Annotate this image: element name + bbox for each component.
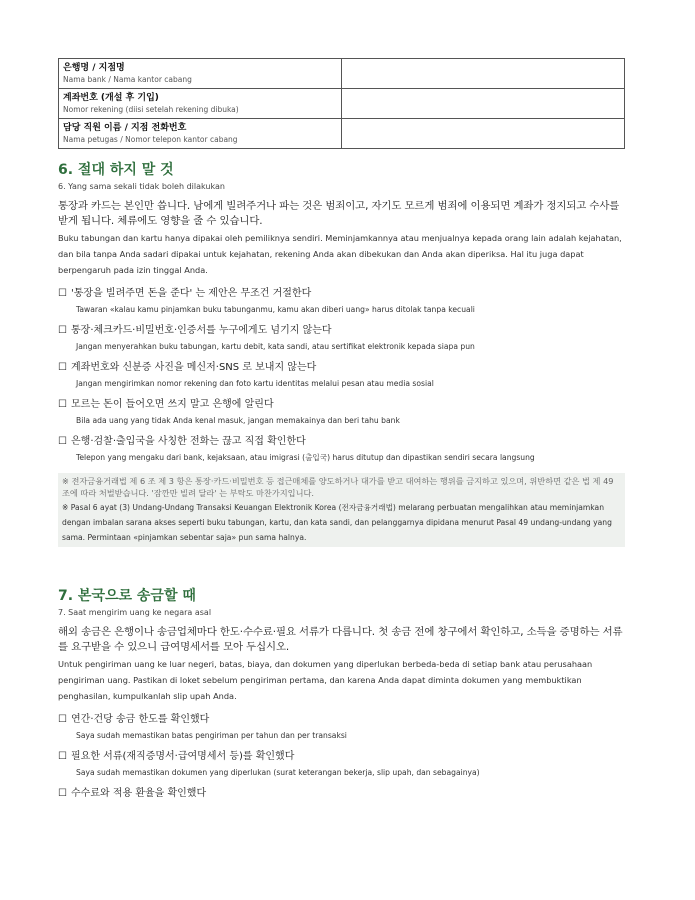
section-7-subtitle: 7. Saat mengirim uang ke negara asal bbox=[58, 608, 212, 617]
checkbox-icon[interactable]: ☐ bbox=[58, 399, 67, 410]
checklist-item-id: Telepon yang mengaku dari bank, kejaksaan, atau imigrasi (출입국) harus ditutup dan dipastikan sendiri secara langsung bbox=[76, 453, 535, 462]
checklist-item-id: Tawaran «kalau kamu pinjamkan buku tabunganmu, kamu akan diberi uang» harus ditolak tanpa kecuali bbox=[76, 305, 475, 314]
checkbox-icon[interactable]: ☐ bbox=[58, 288, 67, 299]
bank-name-label-id: Nama bank / Nama kantor cabang bbox=[63, 75, 192, 84]
checklist-item-ko: 연간·건당 송금 한도를 확인했다 bbox=[71, 714, 210, 725]
checklist-item-ko: 통장·체크카드·비밀번호·인증서를 누구에게도 넘기지 않는다 bbox=[71, 325, 332, 336]
table-label-cell bbox=[59, 59, 342, 89]
checkbox-icon[interactable]: ☐ bbox=[58, 751, 67, 762]
checklist-item[interactable] bbox=[58, 435, 625, 465]
checkbox-icon[interactable]: ☐ bbox=[58, 362, 67, 373]
checklist-item[interactable] bbox=[58, 398, 625, 428]
checklist-item[interactable] bbox=[58, 324, 625, 354]
checkbox-icon[interactable]: ☐ bbox=[58, 788, 67, 799]
table-label-cell bbox=[59, 119, 342, 149]
checklist-item[interactable] bbox=[58, 713, 625, 743]
section-6-subtitle: 6. Yang sama sekali tidak boleh dilakukan bbox=[58, 182, 225, 191]
checklist-item-id: Bila ada uang yang tidak Anda kenal masuk, jangan memakainya dan beri tahu bank bbox=[76, 416, 400, 425]
table-label-cell bbox=[59, 89, 342, 119]
account-number-label-id: Nomor rekening (diisi setelah rekening dibuka) bbox=[63, 105, 239, 114]
account-number-label: 계좌번호 (개설 후 기입) bbox=[63, 93, 159, 103]
checkbox-icon[interactable]: ☐ bbox=[58, 714, 67, 725]
account-number-field[interactable] bbox=[342, 89, 625, 119]
section-7-paragraph-id: Untuk pengiriman uang ke luar negeri, batas, biaya, dan dokumen yang diperlukan berbeda-beda di setiap bank atau perusahaan pengiriman uang. Pastikan di loket sebelum pengiriman pertama, dan karena Anda dapat diminta dokumen yang membuktikan penghasilan, kumpulkanlah slip upah Anda. bbox=[58, 659, 593, 701]
section-7 bbox=[58, 587, 625, 801]
checklist-item-id: Jangan menyerahkan buku tabungan, kartu debit, kata sandi, atau sertifikat elektronik kepada siapa pun bbox=[76, 342, 475, 351]
checklist-item[interactable] bbox=[58, 287, 625, 317]
legal-note-ko: ※ 전자금융거래법 제 6 조 제 3 항은 통장·카드·비밀번호 등 접근매체를 양도하거나 대가를 받고 대여하는 행위를 금지하고 있으며, 위반하면 같은 법 제 49 조에 따라 처벌받습니다. '잠깐만 빌려 달라' 는 부탁도 마찬가지입니다. bbox=[62, 476, 614, 498]
legal-note-box bbox=[58, 473, 625, 547]
bank-name-field[interactable] bbox=[342, 59, 625, 89]
bank-name-label: 은행명 / 지점명 bbox=[63, 63, 125, 73]
checklist-item-ko: 계좌번호와 신분증 사진을 메신저·SNS 로 보내지 않는다 bbox=[71, 362, 317, 373]
section-6-paragraph-id: Buku tabungan dan kartu hanya dipakai oleh pemiliknya sendiri. Meminjamkannya atau menjualnya kepada orang lain adalah kejahatan, dan bila tanpa Anda sadari dipakai untuk kejahatan, rekening Anda akan dibekukan dan Anda akan diperiksa. Hal itu juga dapat berpengaruh pada izin tinggal Anda. bbox=[58, 233, 622, 275]
section-7-title: 7. 본국으로 송금할 때 bbox=[58, 588, 196, 604]
checkbox-icon[interactable]: ☐ bbox=[58, 325, 67, 336]
checklist-item[interactable] bbox=[58, 750, 625, 780]
table-row bbox=[59, 59, 625, 89]
checklist-item-id: Jangan mengirimkan nomor rekening dan foto kartu identitas melalui pesan atau media sosial bbox=[76, 379, 434, 388]
document-page bbox=[58, 58, 625, 801]
checklist-item-ko: 수수료와 적용 환율을 확인했다 bbox=[71, 788, 207, 799]
checklist-item[interactable] bbox=[58, 787, 625, 801]
staff-contact-label-id: Nama petugas / Nomor telepon kantor cabang bbox=[63, 135, 238, 144]
staff-contact-label: 담당 직원 이름 / 지점 전화번호 bbox=[63, 123, 187, 133]
section-7-paragraph-ko: 해외 송금은 은행이나 송금업체마다 한도·수수료·필요 서류가 다릅니다. 첫 송금 전에 창구에서 확인하고, 소득을 증명하는 서류를 요구받을 수 있으니 급여명세서를 모아 두십시오. bbox=[58, 626, 623, 653]
checklist-item-id: Saya sudah memastikan batas pengiriman per tahun dan per transaksi bbox=[76, 731, 347, 740]
checklist-item-ko: 필요한 서류(재직증명서·급여명세서 등)를 확인했다 bbox=[71, 751, 295, 762]
checklist-item-ko: 은행·검찰·출입국을 사칭한 전화는 끊고 직접 확인한다 bbox=[71, 436, 306, 447]
section-6-paragraph-ko: 통장과 카드는 본인만 씁니다. 남에게 빌려주거나 파는 것은 범죄이고, 자기도 모르게 범죄에 이용되면 계좌가 정지되고 수사를 받게 됩니다. 체류에도 영향을 줄 수 있습니다. bbox=[58, 200, 620, 227]
table-row bbox=[59, 119, 625, 149]
table-row bbox=[59, 89, 625, 119]
checklist-item[interactable] bbox=[58, 361, 625, 391]
staff-contact-field[interactable] bbox=[342, 119, 625, 149]
checklist-item-ko: '통장을 빌려주면 돈을 준다' 는 제안은 무조건 거절한다 bbox=[71, 288, 312, 299]
checkbox-icon[interactable]: ☐ bbox=[58, 436, 67, 447]
legal-note-id: ※ Pasal 6 ayat (3) Undang-Undang Transaksi Keuangan Elektronik Korea (전자금융거래법) melarang perbuatan mengalihkan atau meminjamkan dengan imbalan sarana akses seperti buku tabungan, kartu, dan kata sandi, dan pelanggarnya dipidana menurut Pasal 49 undang-undang yang sama. Permintaan «pinjamkan sebentar saja» pun sama halnya. bbox=[62, 503, 612, 542]
checklist-item-id: Saya sudah memastikan dokumen yang diperlukan (surat keterangan bekerja, slip upah, dan sebagainya) bbox=[76, 768, 480, 777]
checklist-item-ko: 모르는 돈이 들어오면 쓰지 말고 은행에 알린다 bbox=[71, 399, 274, 410]
bank-info-table bbox=[58, 58, 625, 149]
section-6 bbox=[58, 161, 625, 547]
section-6-title: 6. 절대 하지 말 것 bbox=[58, 162, 174, 178]
